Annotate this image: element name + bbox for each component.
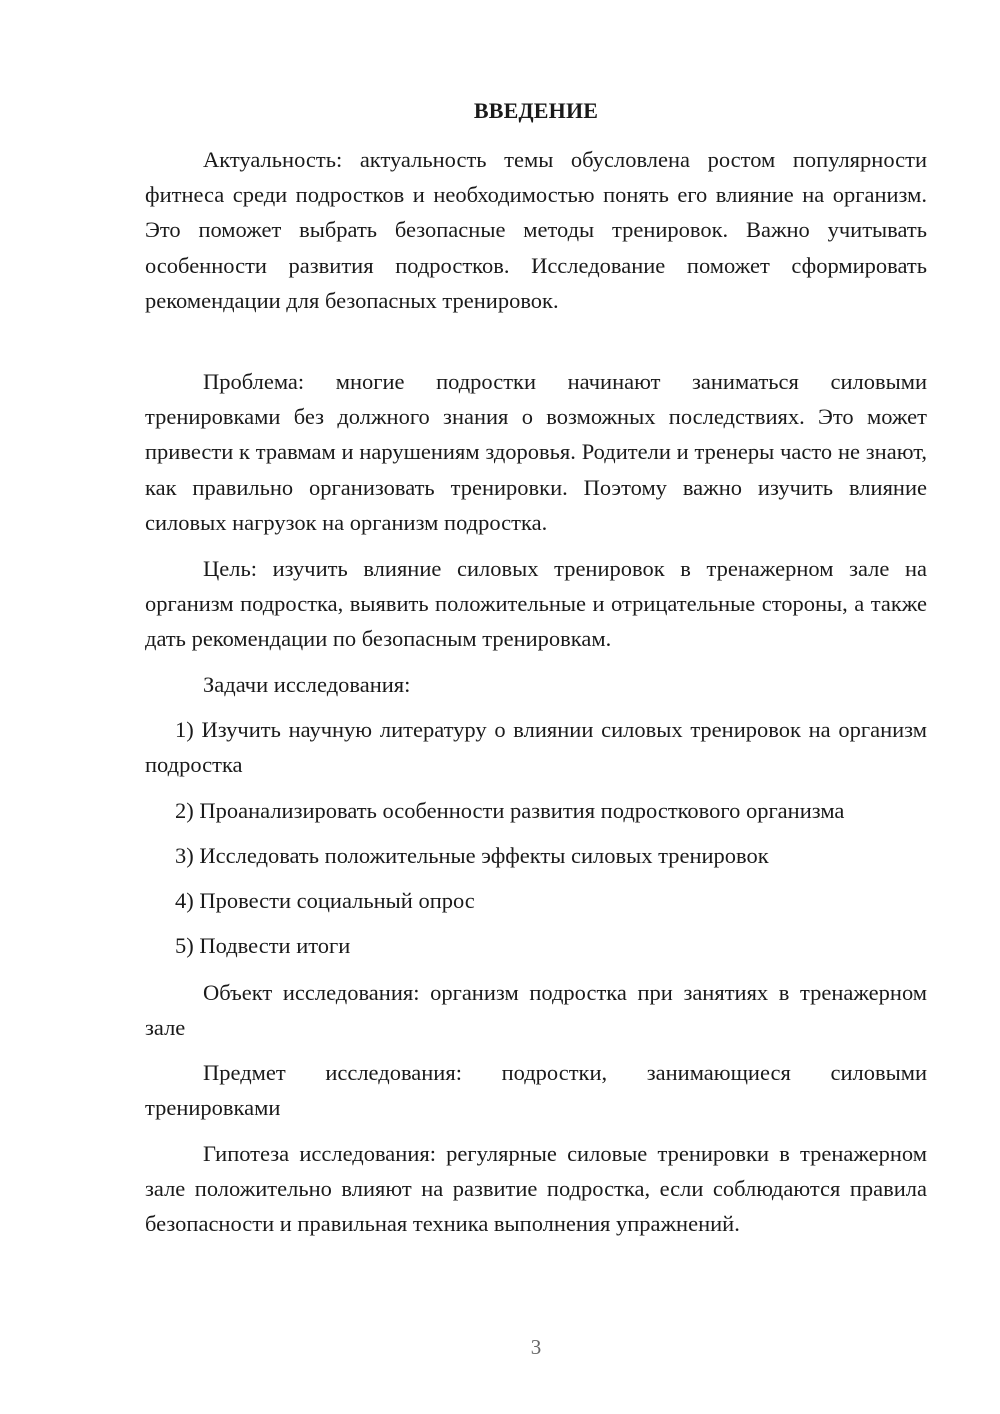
relevance-paragraph: Актуальность: актуальность темы обусловлена ростом популярности фитнеса среди подростков и необходимостью понять его влияние на организм. Это поможет выбрать безопасные методы тренировок. Важно учитывать особенности развития подростков. Исследование поможет сформировать рекомендации для безопасных тренировок.	[145, 147, 927, 313]
task-item-3: 3) Исследовать положительные эффекты силовых тренировок	[175, 843, 769, 868]
object-paragraph: Объект исследования: организм подростка при занятиях в тренажерном зале	[145, 980, 927, 1041]
problem-paragraph: Проблема: многие подростки начинают заниматься силовыми тренировками без должного знания о возможных последствиях. Это может привести к травмам и нарушениям здоровья. Родители и тренеры часто не знают, как правильно организовать тренировки. Поэтому важно изучить влияние силовых нагрузок на организм подростка.	[145, 369, 927, 535]
page-number: 3	[530, 1335, 542, 1359]
task-item-4: 4) Провести социальный опрос	[175, 888, 475, 913]
goal-paragraph: Цель: изучить влияние силовых тренировок в тренажерном зале на организм подростка, выявить положительные и отрицательные стороны, а также дать рекомендации по безопасным тренировкам.	[145, 556, 927, 652]
task-item-1: 1) Изучить научную литературу о влиянии силовых тренировок на организм подростка	[145, 717, 927, 778]
hypothesis-paragraph: Гипотеза исследования: регулярные силовые тренировки в тренажерном зале положительно влияют на развитие подростка, если соблюдаются правила безопасности и правильная техника выполнения упражнений.	[145, 1141, 927, 1237]
tasks-heading: Задачи исследования:	[203, 672, 411, 697]
task-item-2: 2) Проанализировать особенности развития подросткового организма	[175, 798, 845, 823]
section-title: ВВЕДЕНИЕ	[473, 98, 599, 123]
task-item-5: 5) Подвести итоги	[175, 933, 351, 958]
document-page	[145, 0, 927, 1414]
subject-paragraph: Предмет исследования: подростки, занимающиеся силовыми тренировками	[145, 1060, 927, 1121]
